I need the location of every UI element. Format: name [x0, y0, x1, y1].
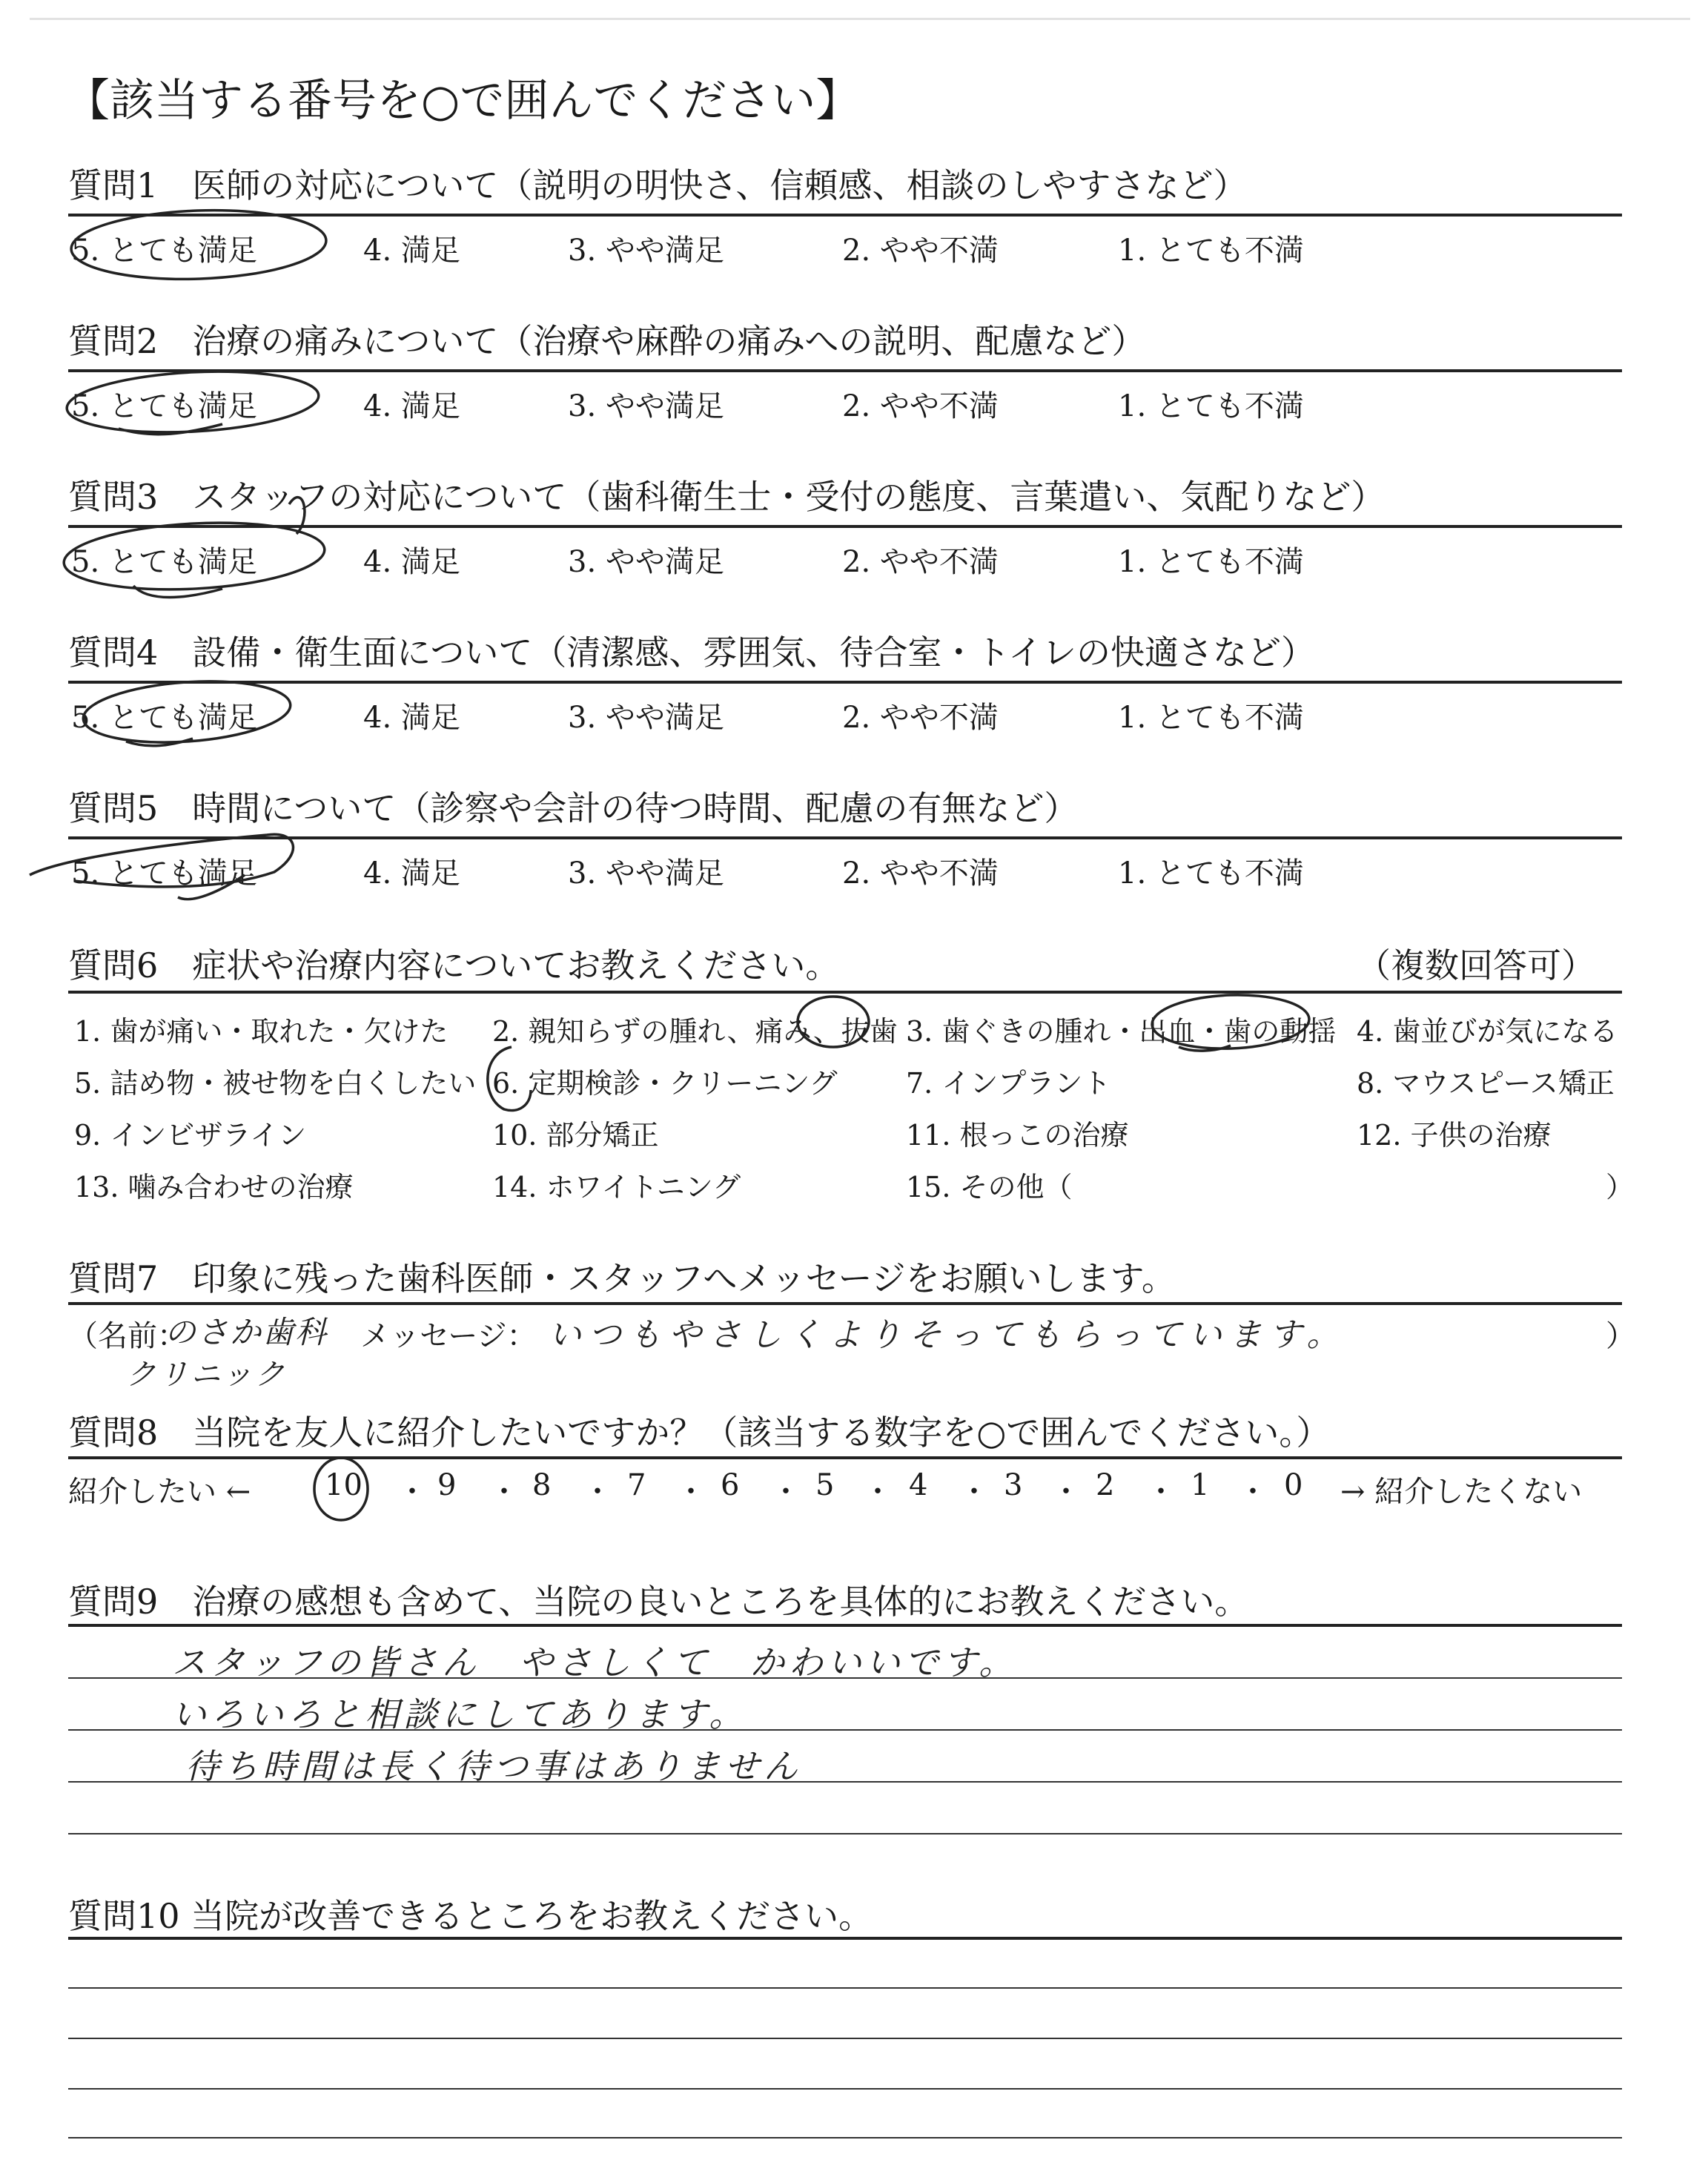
q4-option-3[interactable]: 3. やや満足	[568, 701, 724, 735]
q6-option-7[interactable]: 7. インプラント	[906, 1067, 1111, 1100]
q6-option-6[interactable]: 6. 定期検診・クリーニング	[492, 1067, 838, 1100]
question-4-title: 質問4 設備・衛生面について（清潔感、雰囲気、待合室・トイレの快適さなど）	[68, 633, 1316, 673]
q8-right-label: → 紹介したくない	[1340, 1475, 1583, 1509]
q10-answer-line	[68, 1987, 1622, 1989]
q8-scale-1[interactable]: 1	[1191, 1468, 1210, 1502]
q9-answer-line	[68, 1833, 1622, 1834]
q3-option-3[interactable]: 3. やや満足	[568, 545, 724, 579]
q8-scale-dot: ・	[583, 1475, 612, 1509]
q1-option-5[interactable]: 5. とても満足	[71, 234, 257, 268]
question-10-rule	[68, 1937, 1622, 1940]
q4-option-4[interactable]: 4. 満足	[363, 701, 460, 735]
question-7-rule	[68, 1302, 1622, 1305]
page-heading: 【該当する番号を○で囲んでください】	[65, 75, 861, 127]
question-8-title: 質問8 当院を友人に紹介したいですか？（該当する数字を○で囲んでください。）	[68, 1413, 1331, 1453]
question-10-title: 質問10 当院が改善できるところをお教えください。	[68, 1896, 873, 1936]
q8-scale-2[interactable]: 2	[1096, 1468, 1115, 1502]
q9-answer-3[interactable]: 待ち時間は長く待つ事はありません	[185, 1746, 802, 1786]
q5-option-5[interactable]: 5. とても満足	[71, 856, 257, 891]
q8-scale-7[interactable]: 7	[627, 1468, 646, 1502]
q6-option-8[interactable]: 8. マウスピース矯正	[1357, 1067, 1615, 1100]
q4-option-1[interactable]: 1. とても不満	[1118, 701, 1304, 735]
q7-name-label: （名前：	[68, 1319, 187, 1353]
question-3-title: 質問3 スタッフの対応について（歯科衛生士・受付の態度、言葉遣い、気配りなど）	[68, 477, 1386, 517]
question-9-rule	[68, 1624, 1622, 1627]
q7-name-value[interactable]: のさか歯科	[165, 1314, 328, 1350]
q6-option-1[interactable]: 1. 歯が痛い・取れた・欠けた	[74, 1015, 448, 1048]
q3-option-2[interactable]: 2. やや不満	[842, 545, 999, 579]
q3-option-4[interactable]: 4. 満足	[363, 545, 460, 579]
q3-option-1[interactable]: 1. とても不満	[1118, 545, 1304, 579]
q6-option-15-close: ）	[1606, 1171, 1635, 1203]
q2-option-2[interactable]: 2. やや不満	[842, 389, 999, 423]
question-3-rule	[68, 525, 1622, 528]
q8-scale-dot: ・	[397, 1475, 427, 1509]
q1-option-2[interactable]: 2. やや不満	[842, 234, 999, 268]
q6-option-4[interactable]: 4. 歯並びが気になる	[1357, 1015, 1618, 1048]
q5-option-2[interactable]: 2. やや不満	[842, 856, 999, 891]
q6-option-2[interactable]: 2. 親知らずの腫れ、痛み、抜歯	[492, 1015, 898, 1048]
q8-scale-dot: ・	[1238, 1475, 1268, 1509]
q6-option-14[interactable]: 14. ホワイトニング	[492, 1171, 741, 1203]
q1-option-1[interactable]: 1. とても不満	[1118, 234, 1304, 268]
q8-scale-8[interactable]: 8	[532, 1468, 552, 1502]
q8-scale-5[interactable]: 5	[815, 1468, 835, 1502]
top-edge-line	[30, 18, 1690, 20]
question-6-rule	[68, 991, 1622, 994]
q6-option-15[interactable]: 15. その他（	[906, 1171, 1073, 1203]
q8-scale-6[interactable]: 6	[721, 1468, 740, 1502]
q6-option-9[interactable]: 9. インビザライン	[74, 1119, 307, 1152]
q6-option-12[interactable]: 12. 子供の治療	[1357, 1119, 1552, 1152]
q5-option-4[interactable]: 4. 満足	[363, 856, 460, 891]
q4-selection-tail	[126, 739, 193, 746]
q8-scale-dot: ・	[676, 1475, 706, 1509]
q8-scale-dot: ・	[959, 1475, 989, 1509]
q6-option-13[interactable]: 13. 噛み合わせの治療	[74, 1171, 354, 1203]
q4-option-2[interactable]: 2. やや不満	[842, 701, 999, 735]
q8-scale-dot: ・	[1146, 1475, 1176, 1509]
q6-option-5[interactable]: 5. 詰め物・被せ物を白くしたい	[74, 1067, 477, 1100]
q7-message-value[interactable]: いつもやさしくよりそってもらっています。	[549, 1316, 1347, 1354]
question-2-rule	[68, 369, 1622, 372]
q8-scale-3[interactable]: 3	[1004, 1468, 1023, 1502]
question-5-title: 質問5 時間について（診察や会計の待つ時間、配慮の有無など）	[68, 788, 1079, 828]
question-5-rule	[68, 836, 1622, 839]
question-8-rule	[68, 1456, 1622, 1459]
q7-message-label: メッセージ：	[360, 1319, 537, 1353]
q1-option-3[interactable]: 3. やや満足	[568, 234, 724, 268]
q6-option-3[interactable]: 3. 歯ぐきの腫れ・出血・歯の動揺	[906, 1015, 1337, 1048]
q6-option-11[interactable]: 11. 根っこの治療	[906, 1119, 1129, 1152]
q6-option-10[interactable]: 10. 部分矯正	[492, 1119, 659, 1152]
q1-option-4[interactable]: 4. 満足	[363, 234, 460, 268]
q8-scale-dot: ・	[863, 1475, 893, 1509]
q2-option-3[interactable]: 3. やや満足	[568, 389, 724, 423]
q5-option-3[interactable]: 3. やや満足	[568, 856, 724, 891]
question-4-rule	[68, 681, 1622, 684]
q8-scale-9[interactable]: 9	[437, 1468, 457, 1502]
q8-scale-dot: ・	[489, 1475, 519, 1509]
question-1-title: 質問1 医師の対応について（説明の明快さ、信頼感、相談のしやすさなど）	[68, 165, 1248, 205]
q7-name-value-line2[interactable]: クリニック	[126, 1358, 288, 1392]
q4-option-5[interactable]: 5. とても満足	[71, 701, 257, 735]
q8-scale-0[interactable]: 0	[1284, 1468, 1303, 1502]
q2-option-5[interactable]: 5. とても満足	[71, 389, 257, 423]
q10-answer-line	[68, 2038, 1622, 2039]
q7-close-paren: ）	[1606, 1319, 1635, 1353]
q2-selection-tail	[119, 424, 222, 435]
q3-option-5[interactable]: 5. とても満足	[71, 545, 257, 579]
q8-scale-dot: ・	[771, 1475, 801, 1509]
q9-answer-2[interactable]: いろいろと相談にしてあります。	[172, 1694, 748, 1734]
q8-scale-10[interactable]: 10	[325, 1468, 363, 1502]
question-7-title: 質問7 印象に残った歯科医師・スタッフへメッセージをお願いします。	[68, 1258, 1176, 1298]
q9-answer-1[interactable]: スタッフの皆さん やさしくて かわいいです。	[172, 1642, 1018, 1682]
q2-option-1[interactable]: 1. とても不満	[1118, 389, 1304, 423]
q2-option-4[interactable]: 4. 満足	[363, 389, 460, 423]
question-6-note: （複数回答可）	[1357, 945, 1595, 985]
q8-scale-4[interactable]: 4	[909, 1468, 928, 1502]
question-2-title: 質問2 治療の痛みについて（治療や麻酔の痛みへの説明、配慮など）	[68, 321, 1146, 361]
q10-answer-line	[68, 2137, 1622, 2138]
q10-answer-line	[68, 2088, 1622, 2090]
q8-scale-dot: ・	[1051, 1475, 1081, 1509]
q8-left-label: 紹介したい ←	[68, 1475, 251, 1509]
question-6-title: 質問6 症状や治療内容についてお教えください。	[68, 945, 840, 985]
question-1-rule	[68, 214, 1622, 217]
question-9-title: 質問9 治療の感想も含めて、当院の良いところを具体的にお教えください。	[68, 1582, 1249, 1622]
q5-option-1[interactable]: 1. とても不満	[1118, 856, 1304, 891]
